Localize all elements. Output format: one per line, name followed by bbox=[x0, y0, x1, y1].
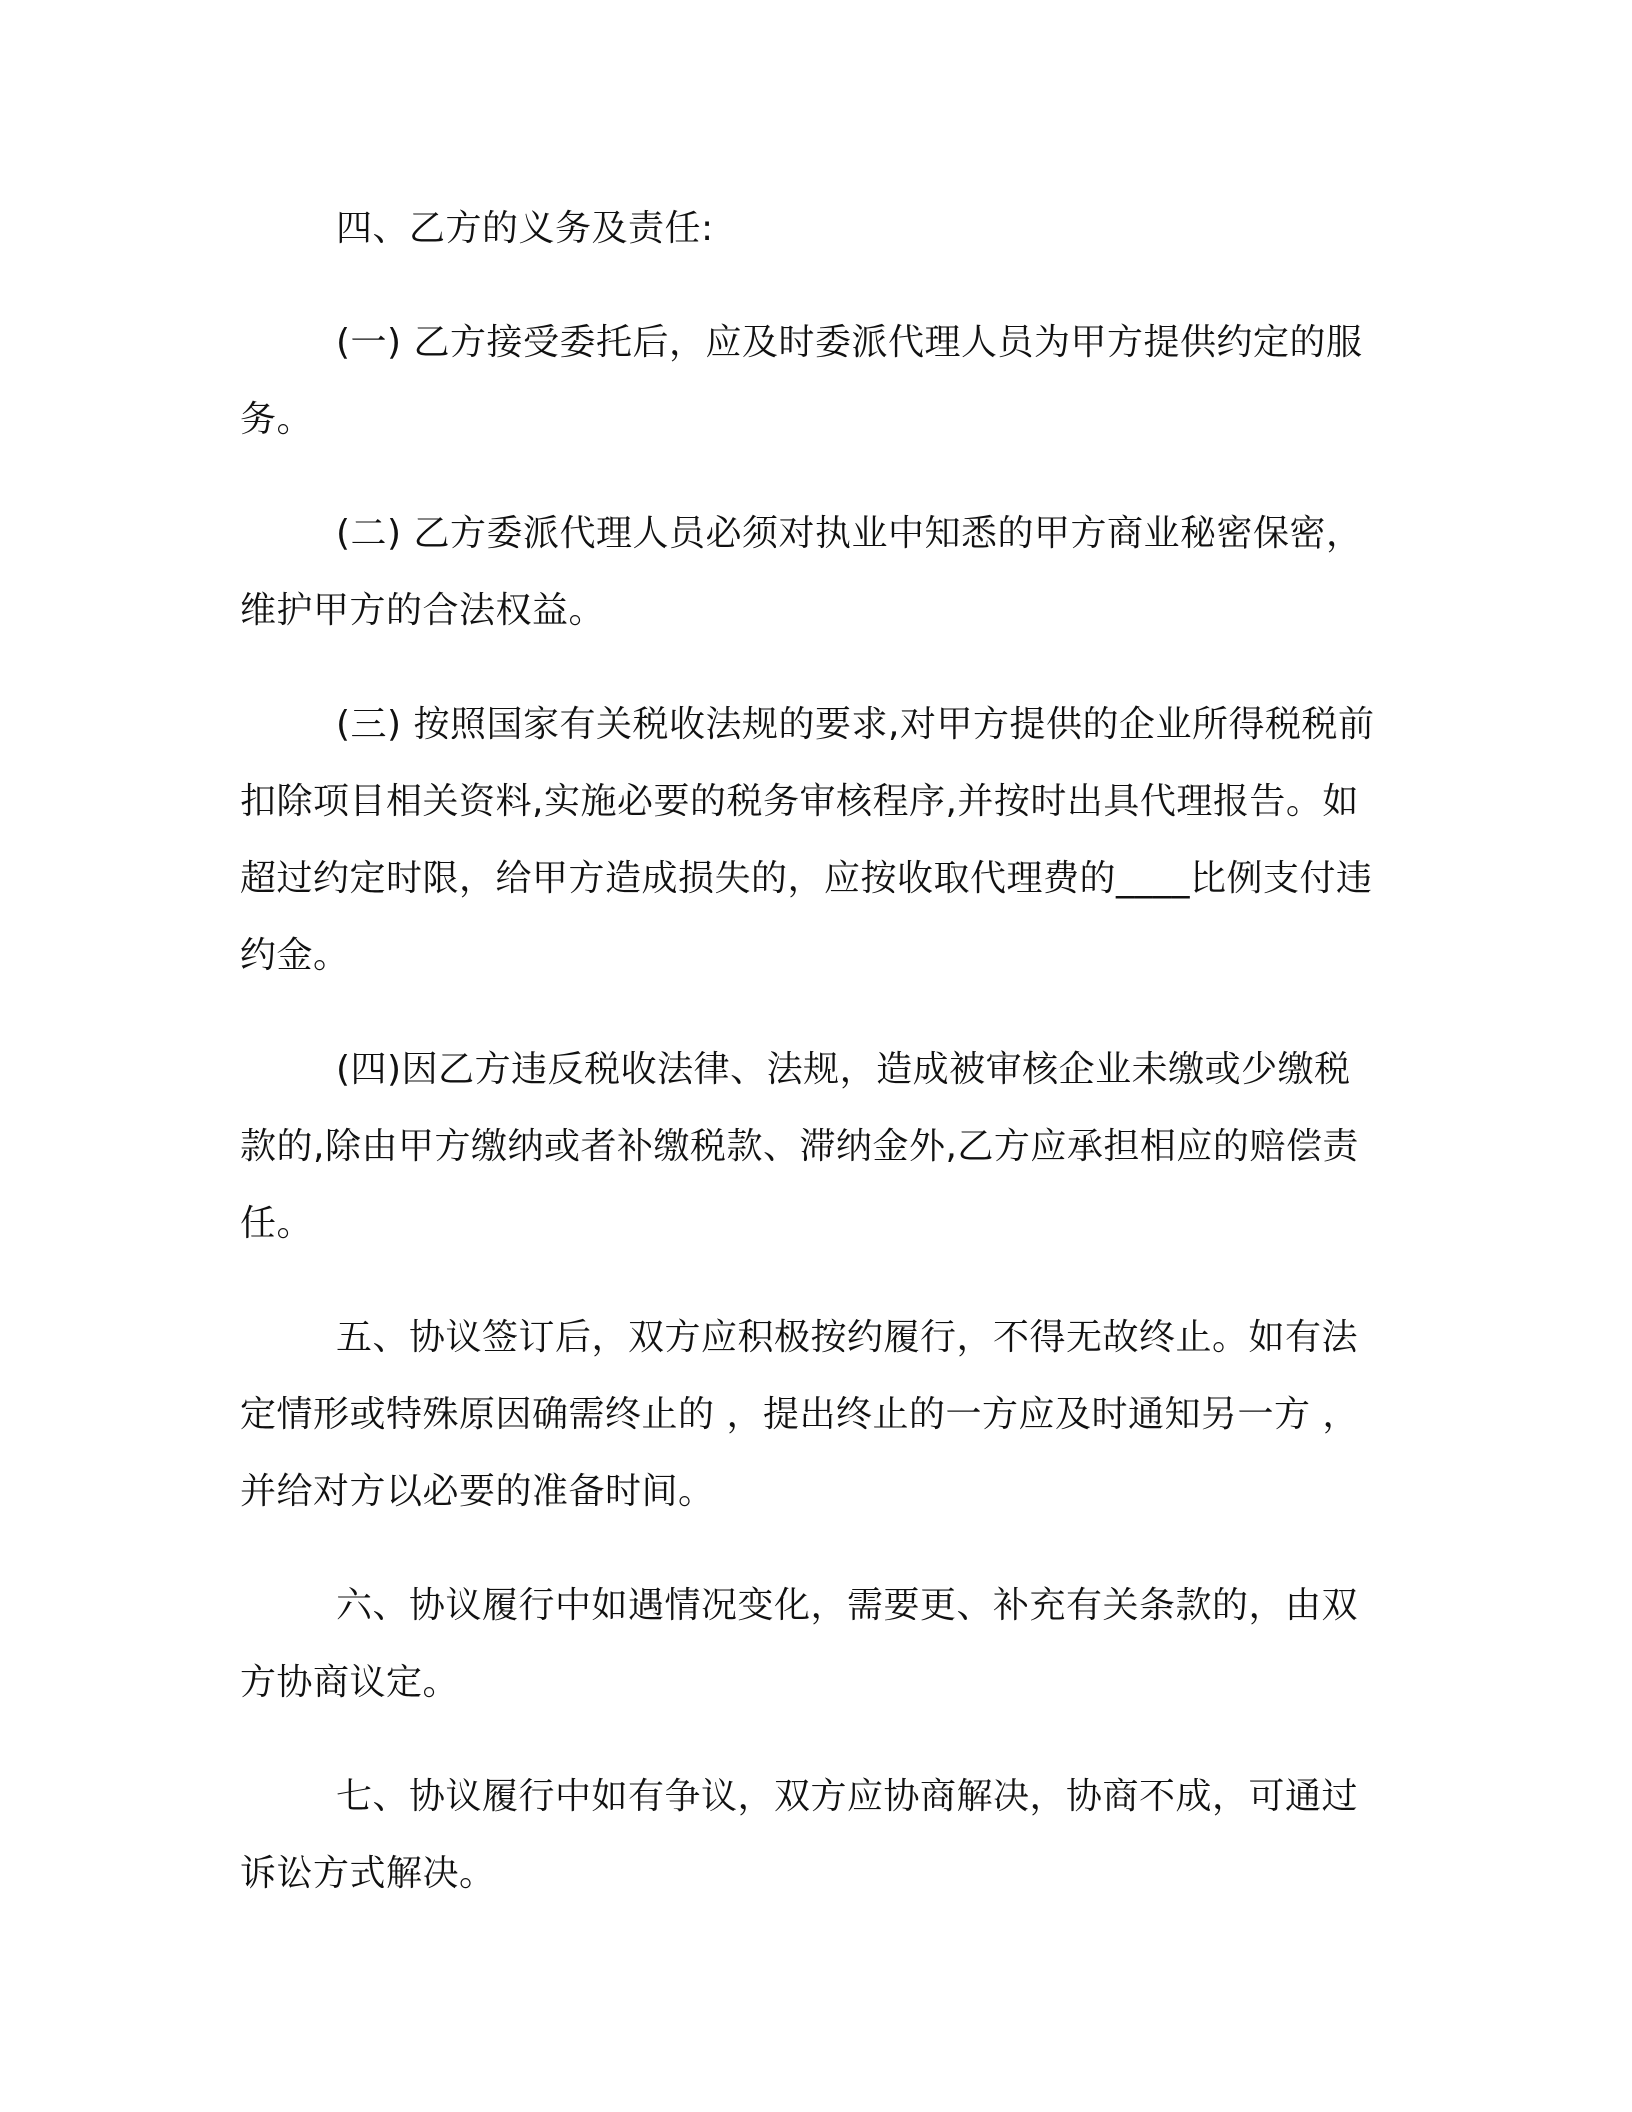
clause-4-4: (四)因乙方违反税收法律、法规，造成被审核企业未缴或少缴税款的,除由甲方缴纳或者补缴税款、滞纳金外,乙方应承担相应的赔偿责任。 bbox=[240, 1049, 1359, 1244]
section-six: 六、协议履行中如遇情况变化，需要更、补充有关条款的，由双方协商议定。 bbox=[240, 1585, 1359, 1703]
section-seven: 七、协议履行中如有争议，双方应协商解决，协商不成，可通过诉讼方式解决。 bbox=[240, 1776, 1359, 1894]
clause-4-3: (三) 按照国家有关税收法规的要求,对甲方提供的企业所得税税前扣除项目相关资料,实施必要的税务审核程序,并按时出具代理报告。如超过约定时限，给甲方造成损失的，应按收取代理费的____比例支付违约金。 bbox=[240, 704, 1375, 976]
clause-4-1: (一) 乙方接受委托后，应及时委派代理人员为甲方提供约定的服务。 bbox=[240, 322, 1363, 440]
section-five: 五、协议签订后，双方应积极按约履行，不得无故终止。如有法定情形或特殊原因确需终止的 ，提出终止的一方应及时通知另一方 ，并给对方以必要的准备时间。 bbox=[240, 1317, 1359, 1512]
clause-4-2: (二) 乙方委派代理人员必须对执业中知悉的甲方商业秘密保密，维护甲方的合法权益。 bbox=[240, 513, 1363, 631]
document-body bbox=[240, 190, 1380, 1949]
section-four-heading: 四、乙方的义务及责任: bbox=[336, 208, 714, 249]
